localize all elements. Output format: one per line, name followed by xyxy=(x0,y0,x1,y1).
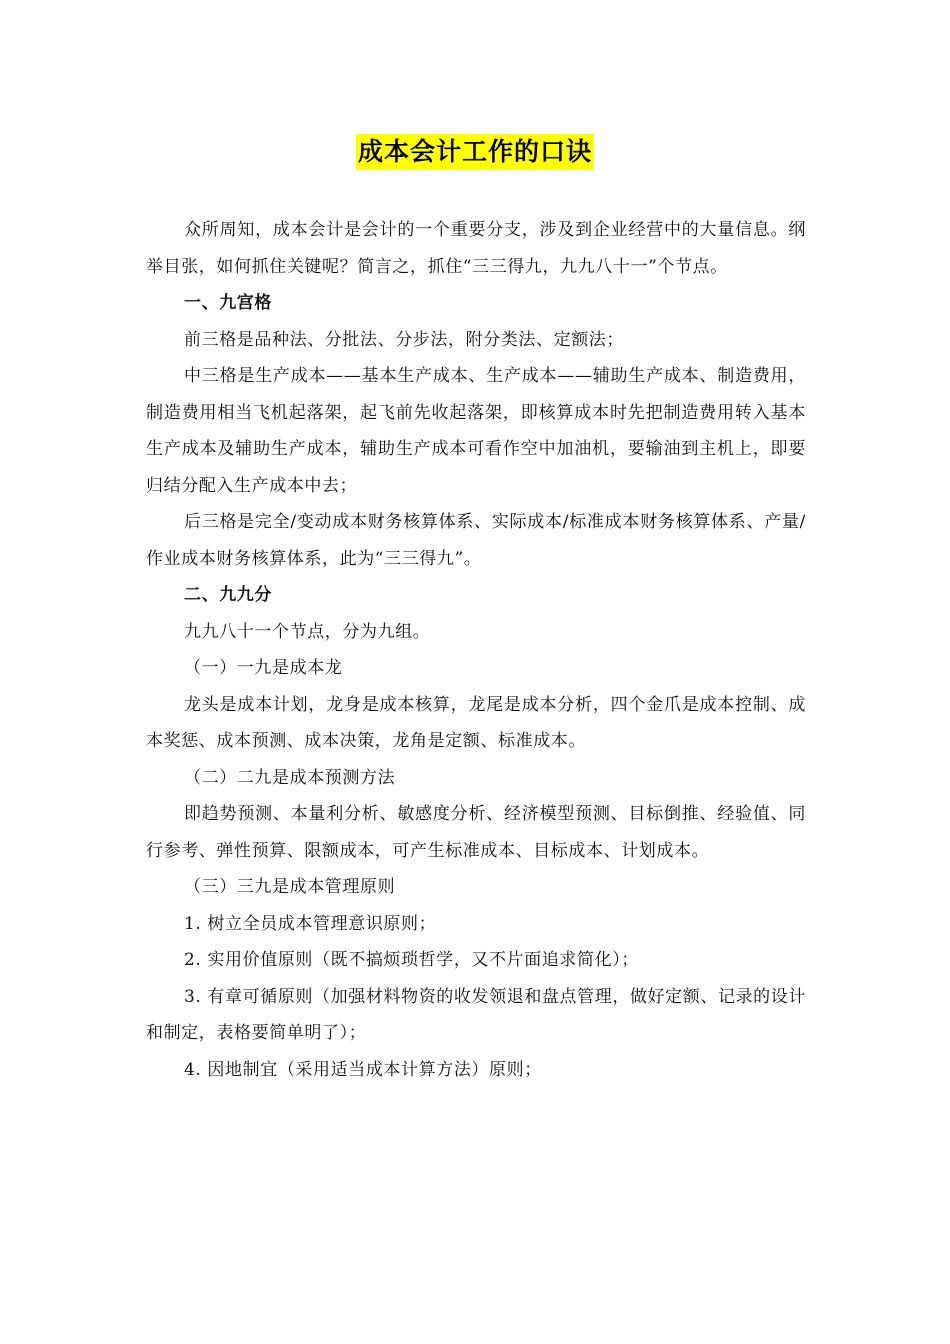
paragraph-middle-three: 中三格是生产成本——基本生产成本、生产成本——辅助生产成本、制造费用，制造费用相当飞机起落架，起飞前先收起落架，即核算成本时先把制造费用转入基本生产成本及辅助生产成本，辅助生产成本可看作空中加油机，要输油到主机上，即要归结分配入生产成本中去； xyxy=(146,366,806,496)
document-body xyxy=(146,212,806,1088)
paragraph-back-three: 后三格是完全/变动成本财务核算体系、实际成本/标准成本财务核算体系、产量/作业成本财务核算体系，此为“三三得九”。 xyxy=(146,512,806,569)
principle-item-1: 1. 树立全员成本管理意识原则； xyxy=(184,913,437,934)
paragraph-forecast-methods: 即趋势预测、本量利分析、敏感度分析、经济模型预测、目标倒推、经验值、同行参考、弹性预算、限额成本，可产生标准成本、目标成本、计划成本。 xyxy=(146,804,806,861)
section-heading-nine-nine: 二、九九分 xyxy=(184,585,272,605)
principle-item-4: 4. 因地制宜（采用适当成本计算方法）原则； xyxy=(184,1059,542,1080)
principle-item-2: 2. 实用价值原则（既不搞烦琐哲学，又不片面追求简化）； xyxy=(184,950,639,970)
intro-paragraph: 众所周知，成本会计是会计的一个重要分支，涉及到企业经营中的大量信息。纲举目张，如何抓住关键呢？简言之，抓住“三三得九，九九八十一”个节点。 xyxy=(146,220,806,277)
subheading-forecast-methods: （二）二九是成本预测方法 xyxy=(184,767,396,788)
document-title: 成本会计工作的口诀 xyxy=(356,134,594,170)
paragraph-cost-dragon: 龙头是成本计划，龙身是成本核算，龙尾是成本分析，四个金爪是成本控制、成本奖惩、成本预测、成本决策，龙角是定额、标准成本。 xyxy=(146,694,806,751)
paragraph-front-three: 前三格是品种法、分批法、分步法，附分类法、定额法； xyxy=(184,329,624,350)
principle-item-3: 3. 有章可循原则（加强材料物资的收发领退和盘点管理，做好定额、记录的设计和制定，表格要简单明了）； xyxy=(146,986,806,1043)
subheading-management-principles: （三）三九是成本管理原则 xyxy=(184,877,396,897)
subheading-cost-dragon: （一）一九是成本龙 xyxy=(184,658,343,678)
title-wrapper xyxy=(0,134,950,170)
section-heading-nine-grid: 一、九宫格 xyxy=(184,293,272,313)
paragraph-nine-groups: 九九八十一个节点，分为九组。 xyxy=(184,621,431,642)
